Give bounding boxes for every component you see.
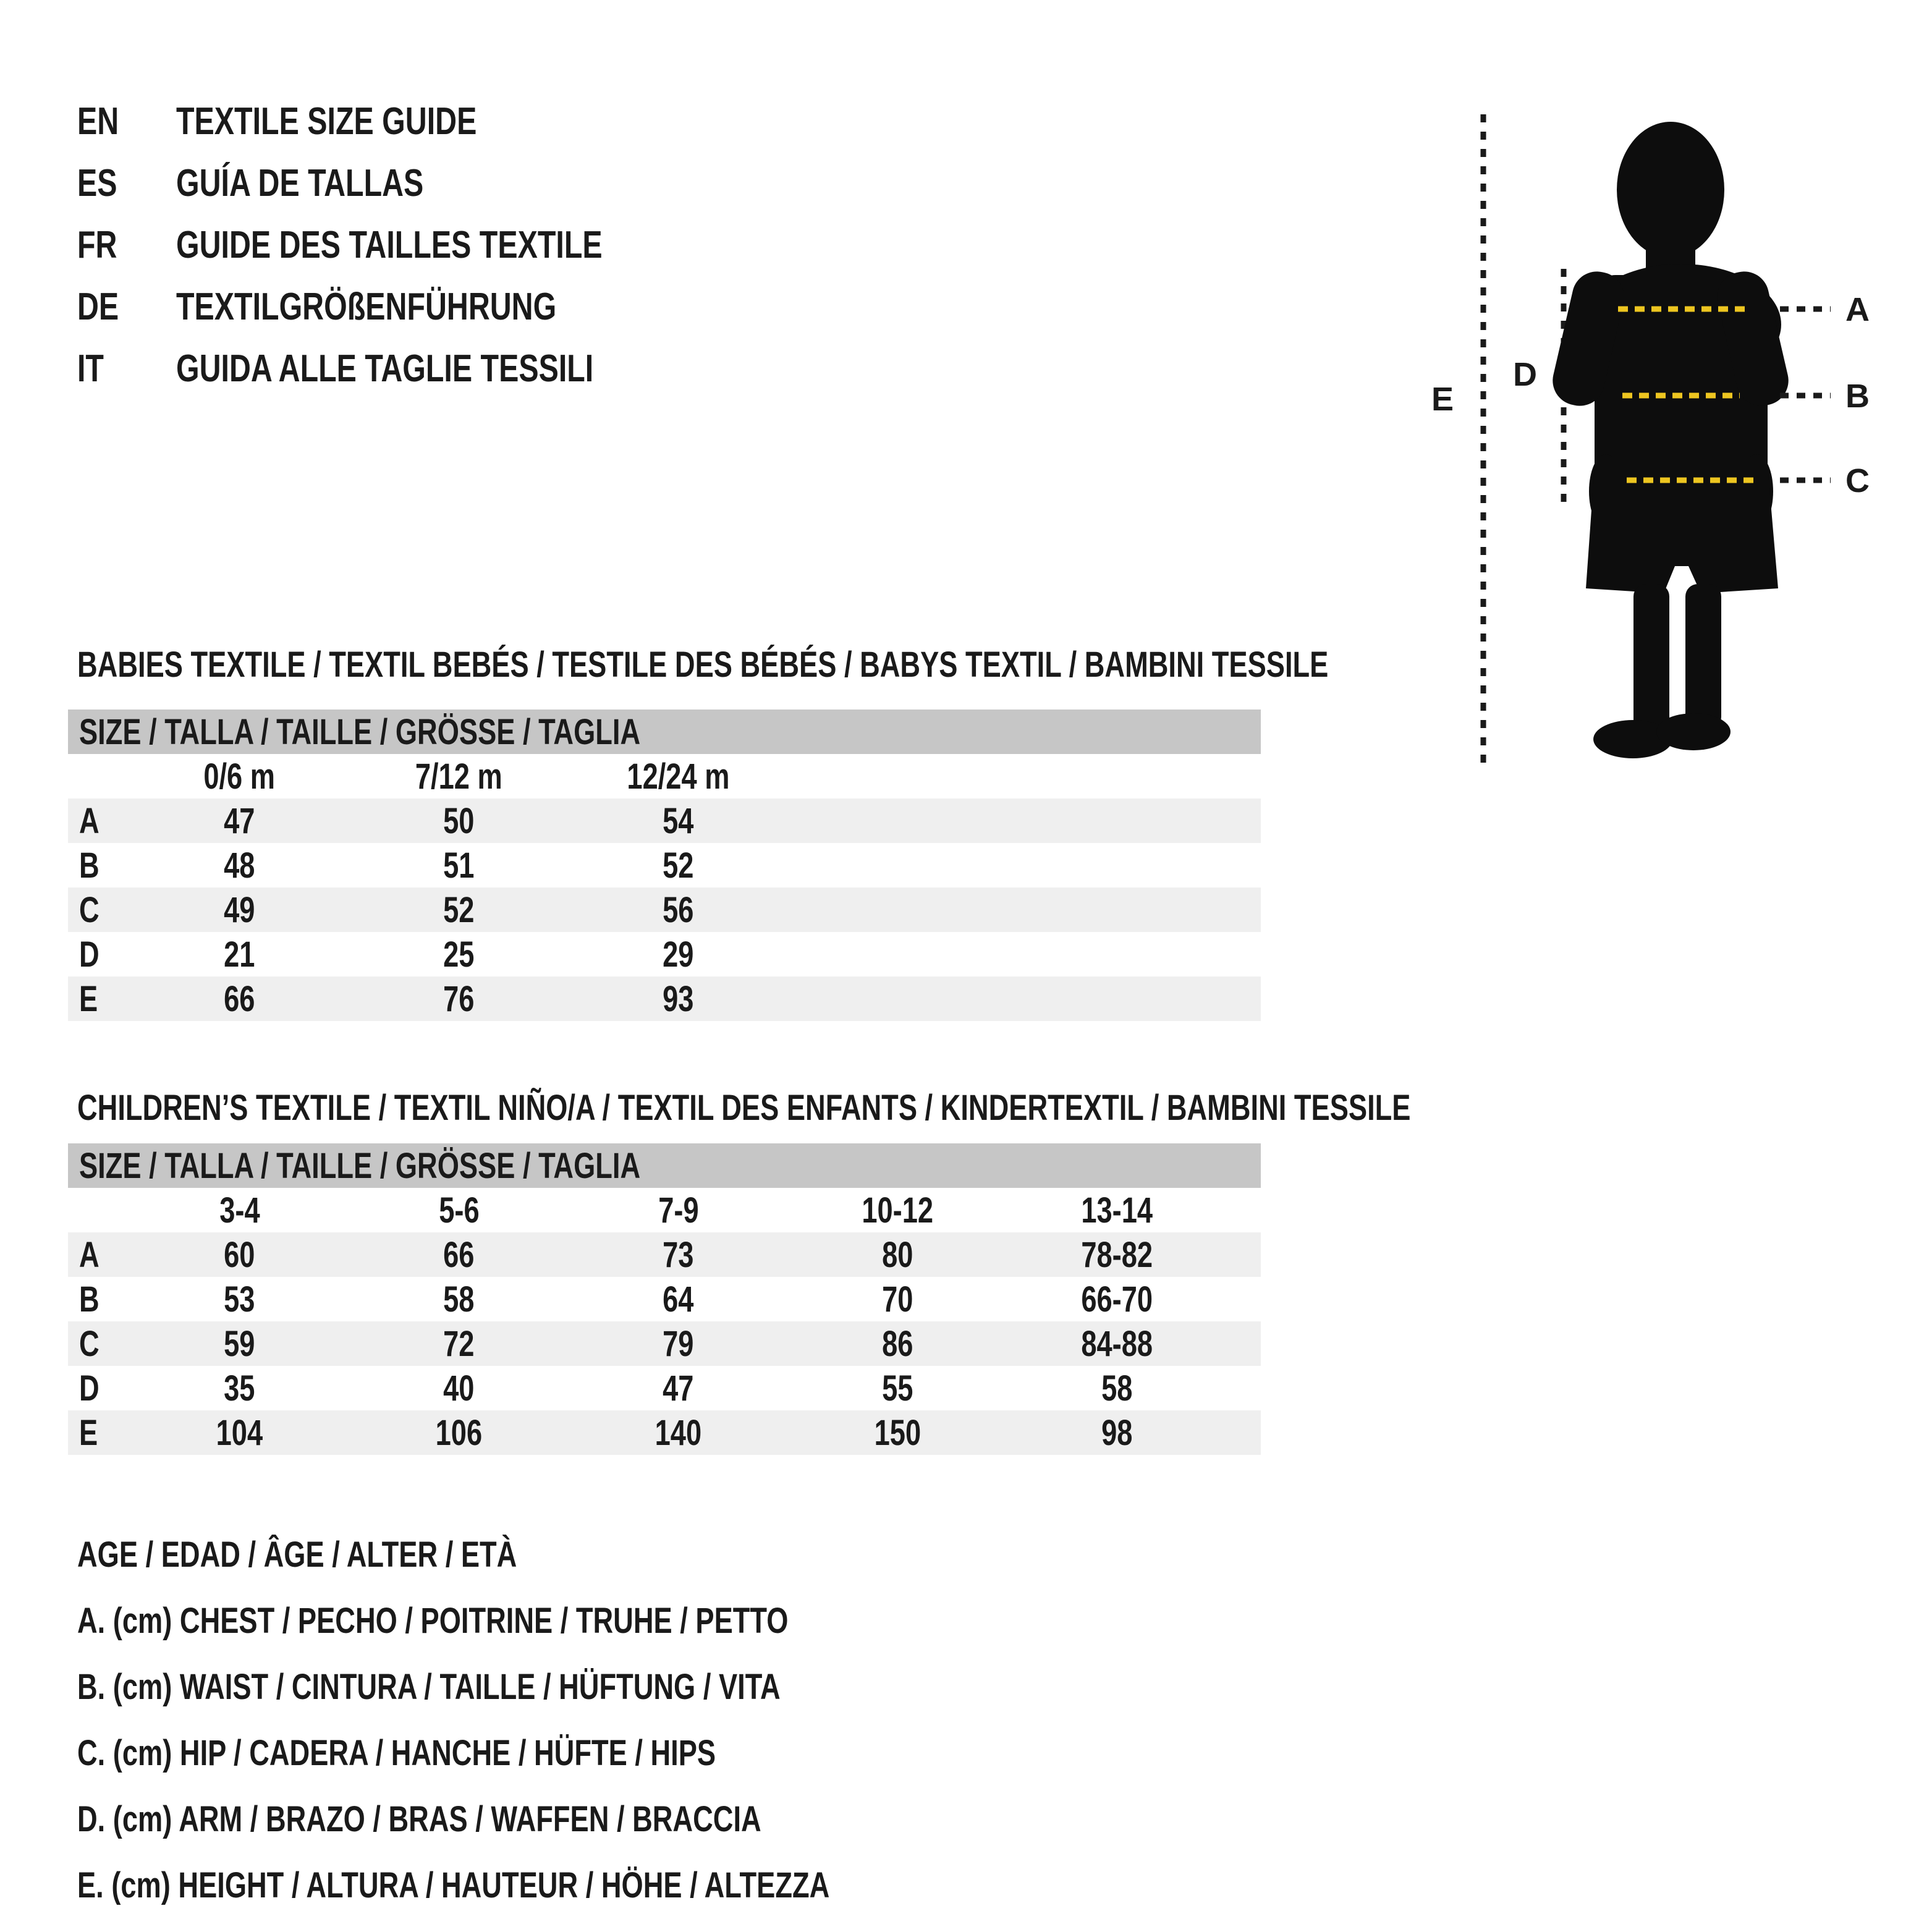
lang-title-it: GUIDA ALLE TAGLIE TESSILI — [176, 347, 594, 390]
legend-height: E. (cm) HEIGHT / ALTURA / HAUTEUR / HÖHE / ALTEZZA — [77, 1865, 830, 1905]
table-row — [68, 1321, 1261, 1366]
cell-value: 58 — [443, 1279, 475, 1320]
silhouette-shorts — [1586, 467, 1778, 593]
label-hip-c: C — [1845, 462, 1870, 499]
cell-value: 98 — [1101, 1412, 1133, 1453]
cell-value: 80 — [882, 1234, 913, 1275]
lang-code-fr: FR — [77, 223, 117, 266]
cell-value: 150 — [874, 1412, 922, 1453]
cell-value: 60 — [224, 1234, 255, 1275]
cell-value: 140 — [655, 1412, 702, 1453]
table-row — [68, 1277, 1261, 1321]
cell-value: 66-70 — [1081, 1279, 1153, 1320]
cell-value: 58 — [1101, 1368, 1133, 1409]
cell-value: 66 — [443, 1234, 475, 1275]
cell-value: 73 — [663, 1234, 694, 1275]
lang-code-en: EN — [77, 100, 119, 143]
cell-value: 56 — [663, 889, 694, 930]
lang-code-it: IT — [77, 347, 104, 390]
lang-title-es: GUÍA DE TALLAS — [176, 161, 424, 205]
cell-value: 66 — [224, 978, 255, 1019]
row-label: A — [79, 800, 100, 841]
cell-value: 47 — [663, 1368, 694, 1409]
children-size-table — [68, 1143, 1261, 1455]
babies-section-title: BABIES TEXTILE / TEXTIL BEBÉS / TESTILE DES BÉBÉS / BABYS TEXTIL / BAMBINI TESSILE — [77, 645, 1329, 685]
row-label: E — [79, 1412, 98, 1453]
lang-code-de: DE — [77, 285, 119, 328]
row-label: D — [79, 934, 100, 975]
cell-value: 54 — [663, 800, 694, 841]
children-size-header-text: SIZE / TALLA / TAILLE / GRÖSSE / TAGLIA — [79, 1145, 641, 1186]
table-row — [68, 932, 1261, 977]
babies-size-header-text: SIZE / TALLA / TAILLE / GRÖSSE / TAGLIA — [79, 711, 641, 752]
label-chest-a: A — [1845, 291, 1870, 328]
cell-value: 47 — [224, 800, 255, 841]
cell-value: 52 — [663, 845, 694, 886]
children-column-header-row — [68, 1188, 1261, 1232]
children-col-header-1: 5-6 — [438, 1190, 480, 1231]
cell-value: 55 — [882, 1368, 913, 1409]
table-row — [68, 1366, 1261, 1410]
babies-size-header-bar — [68, 710, 1261, 754]
cell-value: 84-88 — [1081, 1323, 1153, 1364]
table-row — [68, 1410, 1261, 1455]
table-row — [68, 1232, 1261, 1277]
row-label: C — [79, 1323, 100, 1364]
babies-col-header-0: 0/6 m — [203, 756, 276, 797]
lang-code-es: ES — [77, 161, 117, 205]
cell-value: 70 — [882, 1279, 913, 1320]
silhouette-right-foot — [1656, 713, 1731, 750]
cell-value: 40 — [443, 1368, 475, 1409]
cell-value: 21 — [224, 934, 255, 975]
table-row — [68, 888, 1261, 932]
silhouette-right-leg — [1685, 584, 1721, 729]
cell-value: 25 — [443, 934, 475, 975]
children-size-header-bar — [68, 1143, 1261, 1188]
table-row — [68, 977, 1261, 1021]
cell-value: 49 — [224, 889, 255, 930]
legend-hip: C. (cm) HIP / CADERA / HANCHE / HÜFTE / HIPS — [77, 1733, 716, 1773]
language-row-it — [77, 337, 722, 399]
language-row-en — [77, 90, 722, 152]
cell-value: 52 — [443, 889, 475, 930]
cell-value: 78-82 — [1081, 1234, 1153, 1275]
babies-size-table — [68, 710, 1261, 1021]
babies-column-header-row — [68, 754, 1261, 799]
cell-value: 76 — [443, 978, 475, 1019]
language-row-fr — [77, 214, 722, 276]
children-col-header-2: 7-9 — [658, 1190, 699, 1231]
cell-value: 104 — [216, 1412, 263, 1453]
legend-arm: D. (cm) ARM / BRAZO / BRAS / WAFFEN / BRACCIA — [77, 1799, 761, 1839]
label-waist-b: B — [1845, 378, 1870, 415]
legend-age: AGE / EDAD / ÂGE / ALTER / ETÀ — [77, 1535, 517, 1575]
label-height-e: E — [1431, 381, 1454, 418]
row-label: B — [79, 1279, 100, 1320]
measurement-legend — [77, 1522, 1042, 1918]
children-section-title: CHILDREN’S TEXTILE / TEXTIL NIÑO/A / TEXTIL DES ENFANTS / KINDERTEXTIL / BAMBINI TESSILE — [77, 1088, 1411, 1128]
row-label: C — [79, 889, 100, 930]
cell-value: 79 — [663, 1323, 694, 1364]
language-title-list — [77, 90, 722, 399]
row-label: E — [79, 978, 98, 1019]
cell-value: 64 — [663, 1279, 694, 1320]
cell-value: 86 — [882, 1323, 913, 1364]
legend-waist: B. (cm) WAIST / CINTURA / TAILLE / HÜFTUNG / VITA — [77, 1667, 781, 1707]
row-label: D — [79, 1368, 100, 1409]
table-row — [68, 843, 1261, 888]
children-col-header-0: 3-4 — [219, 1190, 260, 1231]
legend-chest: A. (cm) CHEST / PECHO / POITRINE / TRUHE / PETTO — [77, 1601, 789, 1641]
lang-title-fr: GUIDE DES TAILLES TEXTILE — [176, 223, 603, 266]
row-label: B — [79, 845, 100, 886]
row-label: A — [79, 1234, 100, 1275]
language-row-de — [77, 276, 722, 337]
cell-value: 93 — [663, 978, 694, 1019]
lang-title-de: TEXTILGRÖßENFÜHRUNG — [176, 285, 557, 328]
cell-value: 29 — [663, 934, 694, 975]
lang-title-en: TEXTILE SIZE GUIDE — [176, 100, 477, 143]
label-arm-d: D — [1513, 356, 1537, 393]
cell-value: 59 — [224, 1323, 255, 1364]
cell-value: 35 — [224, 1368, 255, 1409]
cell-value: 50 — [443, 800, 475, 841]
children-col-header-4: 13-14 — [1081, 1190, 1153, 1231]
babies-col-header-1: 7/12 m — [415, 756, 502, 797]
children-col-header-3: 10-12 — [862, 1190, 934, 1231]
cell-value: 106 — [435, 1412, 483, 1453]
cell-value: 48 — [224, 845, 255, 886]
language-row-es — [77, 152, 722, 214]
babies-col-header-2: 12/24 m — [627, 756, 730, 797]
cell-value: 72 — [443, 1323, 475, 1364]
cell-value: 51 — [443, 845, 475, 886]
cell-value: 53 — [224, 1279, 255, 1320]
table-row — [68, 799, 1261, 843]
